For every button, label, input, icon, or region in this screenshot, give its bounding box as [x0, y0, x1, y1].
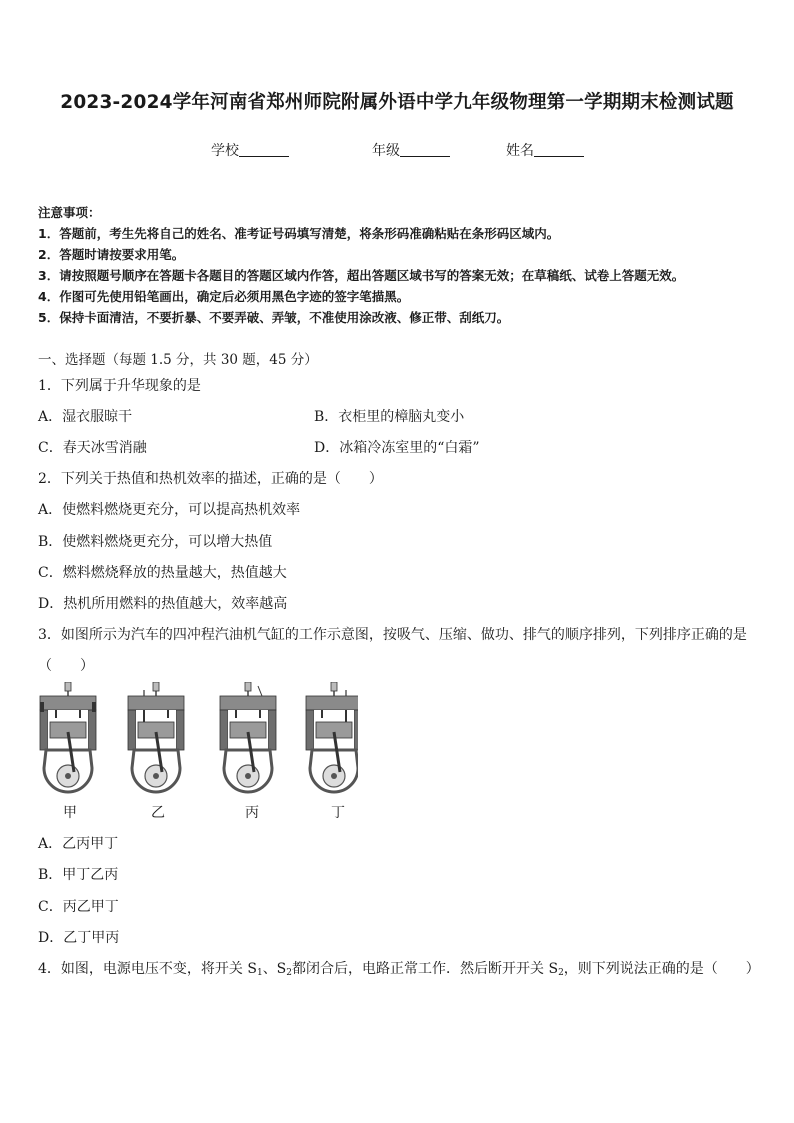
name-blank[interactable]: [534, 142, 584, 157]
question-1-option-a: A．湿衣服晾干: [38, 409, 133, 425]
question-4-stem: [38, 958, 760, 978]
grade-blank[interactable]: [400, 142, 450, 157]
engine-label-yi: 乙: [151, 805, 165, 821]
question-1-option-b: B．衣柜里的樟脑丸变小: [314, 409, 465, 425]
school-field: [211, 140, 289, 160]
engine-label-jia: 甲: [63, 805, 77, 821]
question-4-text-part: ，则下列说法正确的是（ ）: [563, 961, 760, 977]
question-2-option-c: C．燃料燃烧释放的热量越大，热值越大: [38, 565, 287, 581]
engine-bing: [220, 682, 276, 792]
subscript: 2: [558, 968, 564, 978]
question-4-text-part: 、S: [262, 961, 287, 977]
subscript: 2: [286, 968, 293, 978]
section-heading: 一、选择题（每题 1.5 分，共 30 题，45 分）: [38, 352, 318, 368]
question-3-stem-cont: （ ）: [38, 658, 94, 674]
question-3-stem: 3．如图所示为汽车的四冲程汽油机气缸的工作示意图，按吸气、压缩、做功、排气的顺序排列，下列排序正确的是: [38, 627, 747, 643]
subscript: 1: [256, 968, 263, 978]
notice-item: 4．作图可先使用铅笔画出，确定后必须用黑色字迹的签字笔描黑。: [38, 289, 410, 304]
question-1-stem: 1．下列属于升华现象的是: [38, 378, 201, 394]
question-3-option-d: D．乙丁甲丙: [38, 930, 120, 946]
question-4-text-part: 4．如图，电源电压不变，将开关 S: [38, 961, 257, 977]
notice-item: 5．保持卡面清洁，不要折暴、不要弄破、弄皱，不准使用涂改液、修正带、刮纸刀。: [38, 310, 510, 325]
question-4-text-part: 都闭合后，电路正常工作．然后断开开关 S: [292, 961, 559, 977]
question-1-option-d: D．冰箱冷冻室里的“白霜”: [314, 440, 480, 456]
notice-heading: 注意事项：: [38, 205, 101, 220]
engine-diagrams-svg: [38, 682, 358, 807]
question-1-option-c: C．春天冰雪消融: [38, 440, 147, 456]
question-3-option-a: A．乙丙甲丁: [38, 836, 119, 852]
school-label: 学校: [211, 143, 239, 159]
question-2-option-d: D．热机所用燃料的热值越大，效率越高: [38, 596, 288, 612]
grade-field: [372, 140, 450, 160]
school-blank[interactable]: [239, 142, 289, 157]
question-2-option-a: A．使燃料燃烧更充分，可以提高热机效率: [38, 502, 301, 518]
name-label: 姓名: [506, 143, 534, 159]
notice-item: 2．答题时请按要求用笔。: [38, 247, 185, 262]
grade-label: 年级: [372, 143, 400, 159]
question-2-option-b: B．使燃料燃烧更充分，可以增大热值: [38, 534, 273, 550]
engine-label-ding: 丁: [331, 805, 345, 821]
notice-item: 3．请按照题号顺序在答题卡各题目的答题区域内作答，超出答题区域书写的答案无效；在草稿纸、试卷上答题无效。: [38, 268, 685, 283]
engine-yi: [128, 682, 184, 792]
question-2-stem: 2．下列关于热值和热机效率的描述，正确的是（ ）: [38, 471, 383, 487]
engine-label-bing: 丙: [245, 805, 259, 821]
engine-ding: [306, 682, 358, 792]
engine-stroke-figure: [38, 682, 358, 822]
question-3-option-b: B．甲丁乙丙: [38, 867, 119, 883]
notice-item: 1．答题前，考生先将自己的姓名、准考证号码填写清楚，将条形码准确粘贴在条形码区域内。: [38, 226, 560, 241]
engine-jia: [40, 682, 96, 792]
page-title: 2023-2024学年河南省郑州师院附属外语中学九年级物理第一学期期末检测试题: [60, 92, 734, 113]
question-3-option-c: C．丙乙甲丁: [38, 899, 119, 915]
name-field: [506, 140, 584, 160]
